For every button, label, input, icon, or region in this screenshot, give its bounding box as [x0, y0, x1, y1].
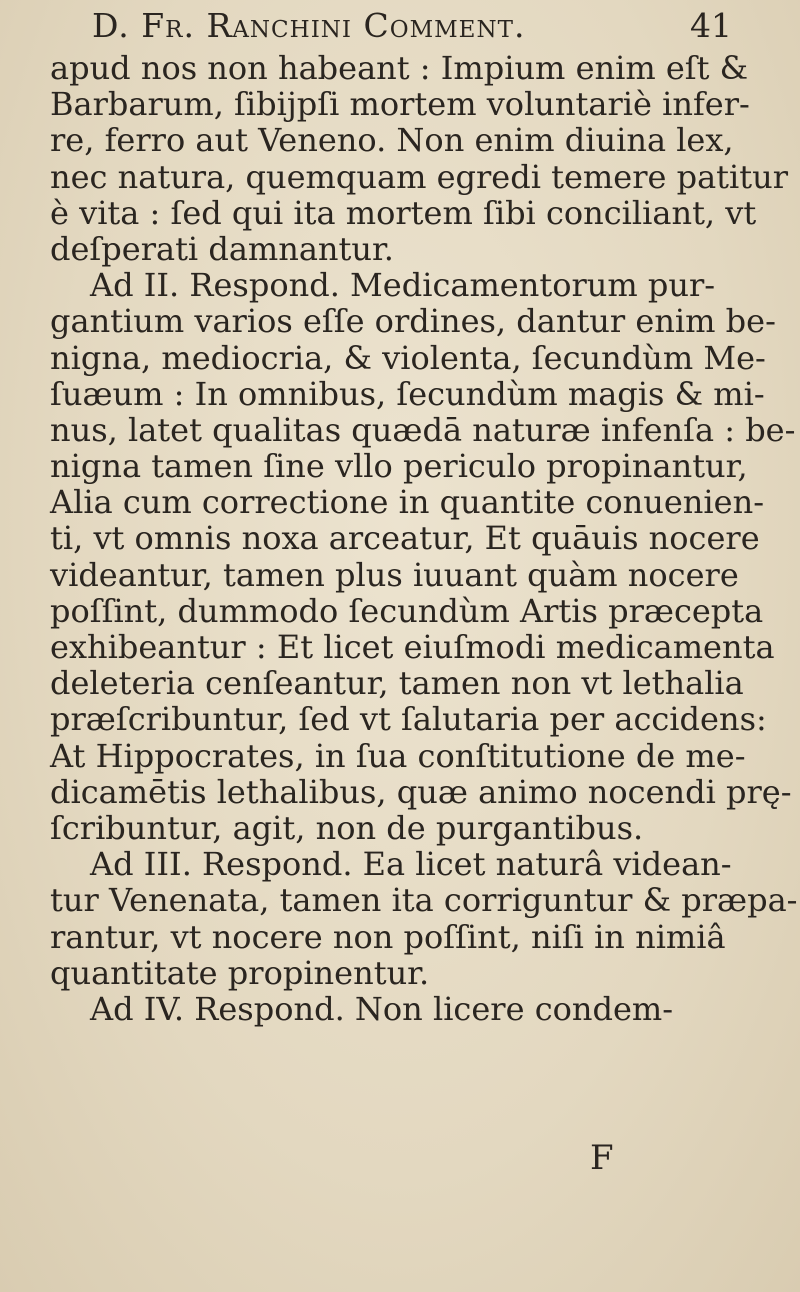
text-line: nec natura, quemquam egredi temere patitur: [50, 157, 789, 196]
text-line: præſcribuntur, ſed vt ſalutaria per accidens:: [50, 700, 767, 739]
text-line-paragraph-start: Ad II. Respond. Medicamentorum pur-: [90, 266, 716, 305]
text-line: nus, latet qualitas quædā naturæ infenſa : be-: [50, 410, 796, 449]
text-line: ti, vt omnis noxa arceatur, Et quāuis nocere: [50, 519, 760, 558]
text-line: nigna, mediocria, & violenta, ſecundùm Me-: [50, 338, 766, 377]
text-line: re, ferro aut Veneno. Non enim diuina lex,: [50, 121, 734, 160]
text-line: gantium varios eſſe ordines, dantur enim be-: [50, 302, 776, 341]
body-text: [50, 49, 798, 1028]
text-line: tur Venenata, tamen ita corriguntur & præpa-: [50, 881, 798, 920]
text-line: Barbarum, ſibijpſi mortem voluntariè infer-: [50, 85, 750, 124]
text-line: Alia cum correctione in quantite conuenien-: [50, 483, 764, 522]
text-line: ſuæum : In omnibus, ſecundùm magis & mi-: [50, 374, 765, 413]
running-title: D. Fr. Ranchini Comment.: [92, 6, 526, 45]
text-line: dicamētis lethalibus, quæ animo nocendi prę-: [50, 772, 792, 811]
text-line: è vita : ſed qui ita mortem ſibi conciliant, vt: [50, 193, 757, 232]
text-line: quantitate propinentur.: [50, 953, 430, 992]
text-line: At Hippocrates, in ſua conſtitutione de me-: [50, 736, 746, 775]
text-line: nigna tamen ſine vllo periculo propinantur,: [50, 447, 748, 486]
text-line: exhibeantur : Et licet eiuſmodi medicamenta: [50, 628, 775, 666]
page-header: [92, 6, 732, 50]
text-line: ſcribuntur, agit, non de purgantibus.: [50, 808, 644, 847]
text-line: videantur, tamen plus iuuant quàm nocere: [50, 555, 739, 594]
text-line: deſperati damnantur.: [50, 229, 394, 268]
text-line: apud nos non habeant : Impium enim eſt &: [50, 49, 749, 87]
text-line-paragraph-start: Ad IV. Respond. Non licere condem-: [90, 989, 674, 1028]
page-number: 41: [690, 6, 732, 45]
text-line-paragraph-start: Ad III. Respond. Ea licet naturâ videan-: [90, 845, 732, 884]
signature-mark: F: [590, 1138, 614, 1178]
text-line: deleteria cenſeantur, tamen non vt lethalia: [50, 664, 744, 703]
text-line: rantur, vt nocere non poſſint, niſi in nimiâ: [50, 917, 726, 956]
text-line: poſſint, dummodo ſecundùm Artis præcepta: [50, 591, 764, 630]
